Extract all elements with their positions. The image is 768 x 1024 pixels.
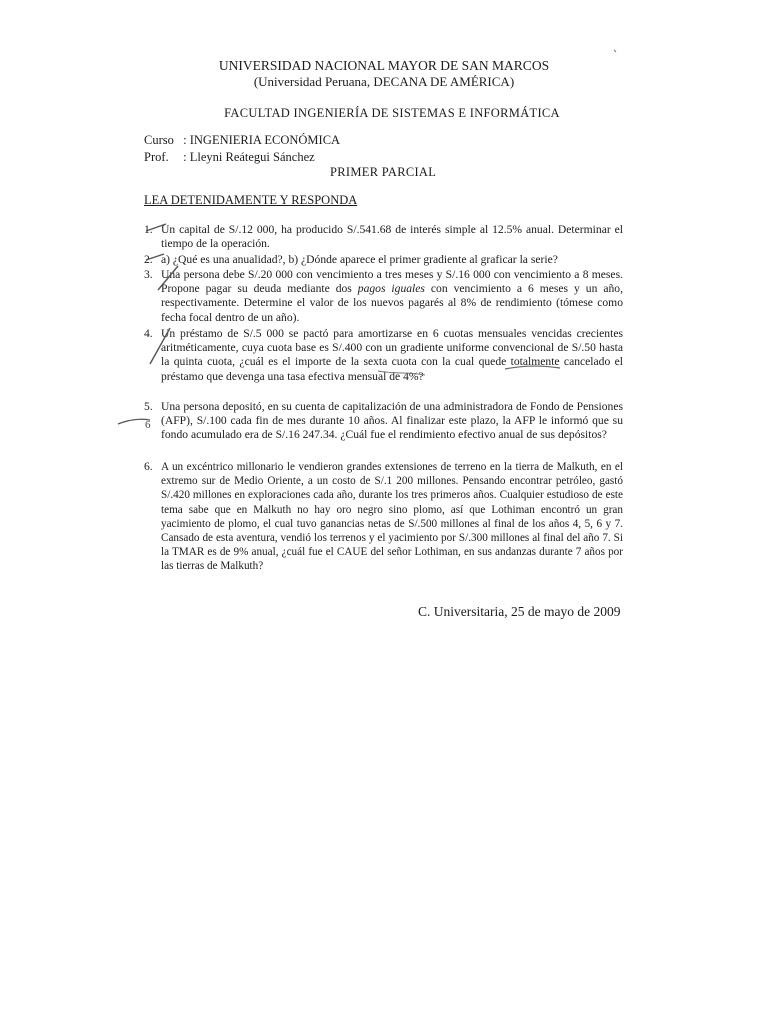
question-4 [144, 327, 623, 384]
speck [614, 50, 616, 52]
professor-value: : Lleyni Reátegui Sánchez [183, 150, 315, 164]
question-3 [144, 268, 623, 325]
question-text-italic: pagos iguales [357, 282, 425, 296]
question-number: 1. [144, 223, 153, 236]
question-5 [144, 400, 623, 443]
margin-dash [118, 419, 150, 424]
question-number: 6. [144, 460, 153, 473]
question-number: 4. [144, 327, 153, 340]
question-number: 3. [144, 268, 153, 281]
margin-number-mark: 6 [145, 419, 151, 431]
university-subtitle: (Universidad Peruana, DECANA DE AMÉRICA) [253, 74, 515, 89]
course-value: : INGENIERIA ECONÓMICA [183, 133, 341, 147]
course-line [144, 133, 340, 148]
instructions-heading: LEA DETENIDAMENTE Y RESPONDA [144, 193, 358, 207]
question-text: a) ¿Qué es una anualidad?, b) ¿Dónde aparece el primer gradiente al graficar la serie? [161, 253, 558, 266]
question-text [161, 268, 623, 324]
question-text-part: con vencimiento a 6 meses y un año, respectivamente. Determine el valor de los nuevos pagarés al 8% de rendimiento (tómese como fecha focal dentro de un año). [161, 282, 623, 324]
question-text: A un excéntrico millonario le vendieron grandes extensiones de terreno en la tierra de Malkuth, en el extremo sur de Medio Oriente, a un costo de S/.1 200 millones. Pensando encontrar petróleo, gastó S/.420 millones en exploraciones cada año, durante los tres primeros años. Cualquier estudioso de este tema sabe que en Malkuth no hay oro negro sino plomo, así que Lothiman encontró un gran yacimiento de plomo, el cual tuvo ganancias netas de S/.500 millones al final de los años 4, 5, 6 y 7. Cansado de esta aventura, vendió los terrenos y el yacimiento por S/.300 millones al final del año 7. Si la TMAR es de 9% anual, ¿cuál fue el CAUE del señor Lothiman, en sus andanzas durante 7 años por las tierras de Malkuth? [161, 461, 623, 573]
question-6 [144, 460, 623, 574]
professor-key: Prof. [144, 150, 169, 164]
faculty-name: FACULTAD INGENIERÍA DE SISTEMAS E INFORMÁTICA [224, 106, 560, 120]
question-2 [144, 253, 623, 267]
question-text-part: Una persona debe S/.20 000 con vencimiento a tres meses y S/.16 000 con vencimiento a 8 meses. Propone pagar su deuda mediante dos [161, 268, 623, 296]
course-key: Curso [144, 133, 174, 147]
question-text: Un capital de S/.12 000, ha producido S/.541.68 de interés simple al 12.5% anual. Determinar el tiempo de la operación. [161, 223, 623, 251]
professor-line [144, 150, 315, 165]
question-text: Un préstamo de S/.5 000 se pactó para amortizarse en 6 cuotas mensuales vencidas crecientes aritméticamente, cuya cuota base es S/.400 con un gradiente uniforme convencional de S/.50 hasta la quinta cuota, ¿cuál es el importe de la sexta cuota con la cual quede totalmente cancelado el préstamo que devenga una tasa efectiva mensual de 4%? [161, 327, 623, 383]
question-text: Una persona depositó, en su cuenta de capitalización de una administradora de Fondo de Pensiones (AFP), S/.100 cada fin de mes durante 10 años. Al finalizar este plazo, la AFP le informó que su fondo acumulado era de S/.16 247.34. ¿Cuál fue el rendimiento efectivo anual de sus depósitos? [161, 400, 623, 442]
question-number: 2. [144, 253, 153, 266]
university-name: UNIVERSIDAD NACIONAL MAYOR DE SAN MARCOS [218, 58, 550, 73]
signature-line: C. Universitaria, 25 de mayo de 2009 [418, 604, 621, 619]
exam-title: PRIMER PARCIAL [330, 165, 437, 179]
question-1 [144, 223, 623, 251]
question-number: 5. [144, 400, 153, 413]
